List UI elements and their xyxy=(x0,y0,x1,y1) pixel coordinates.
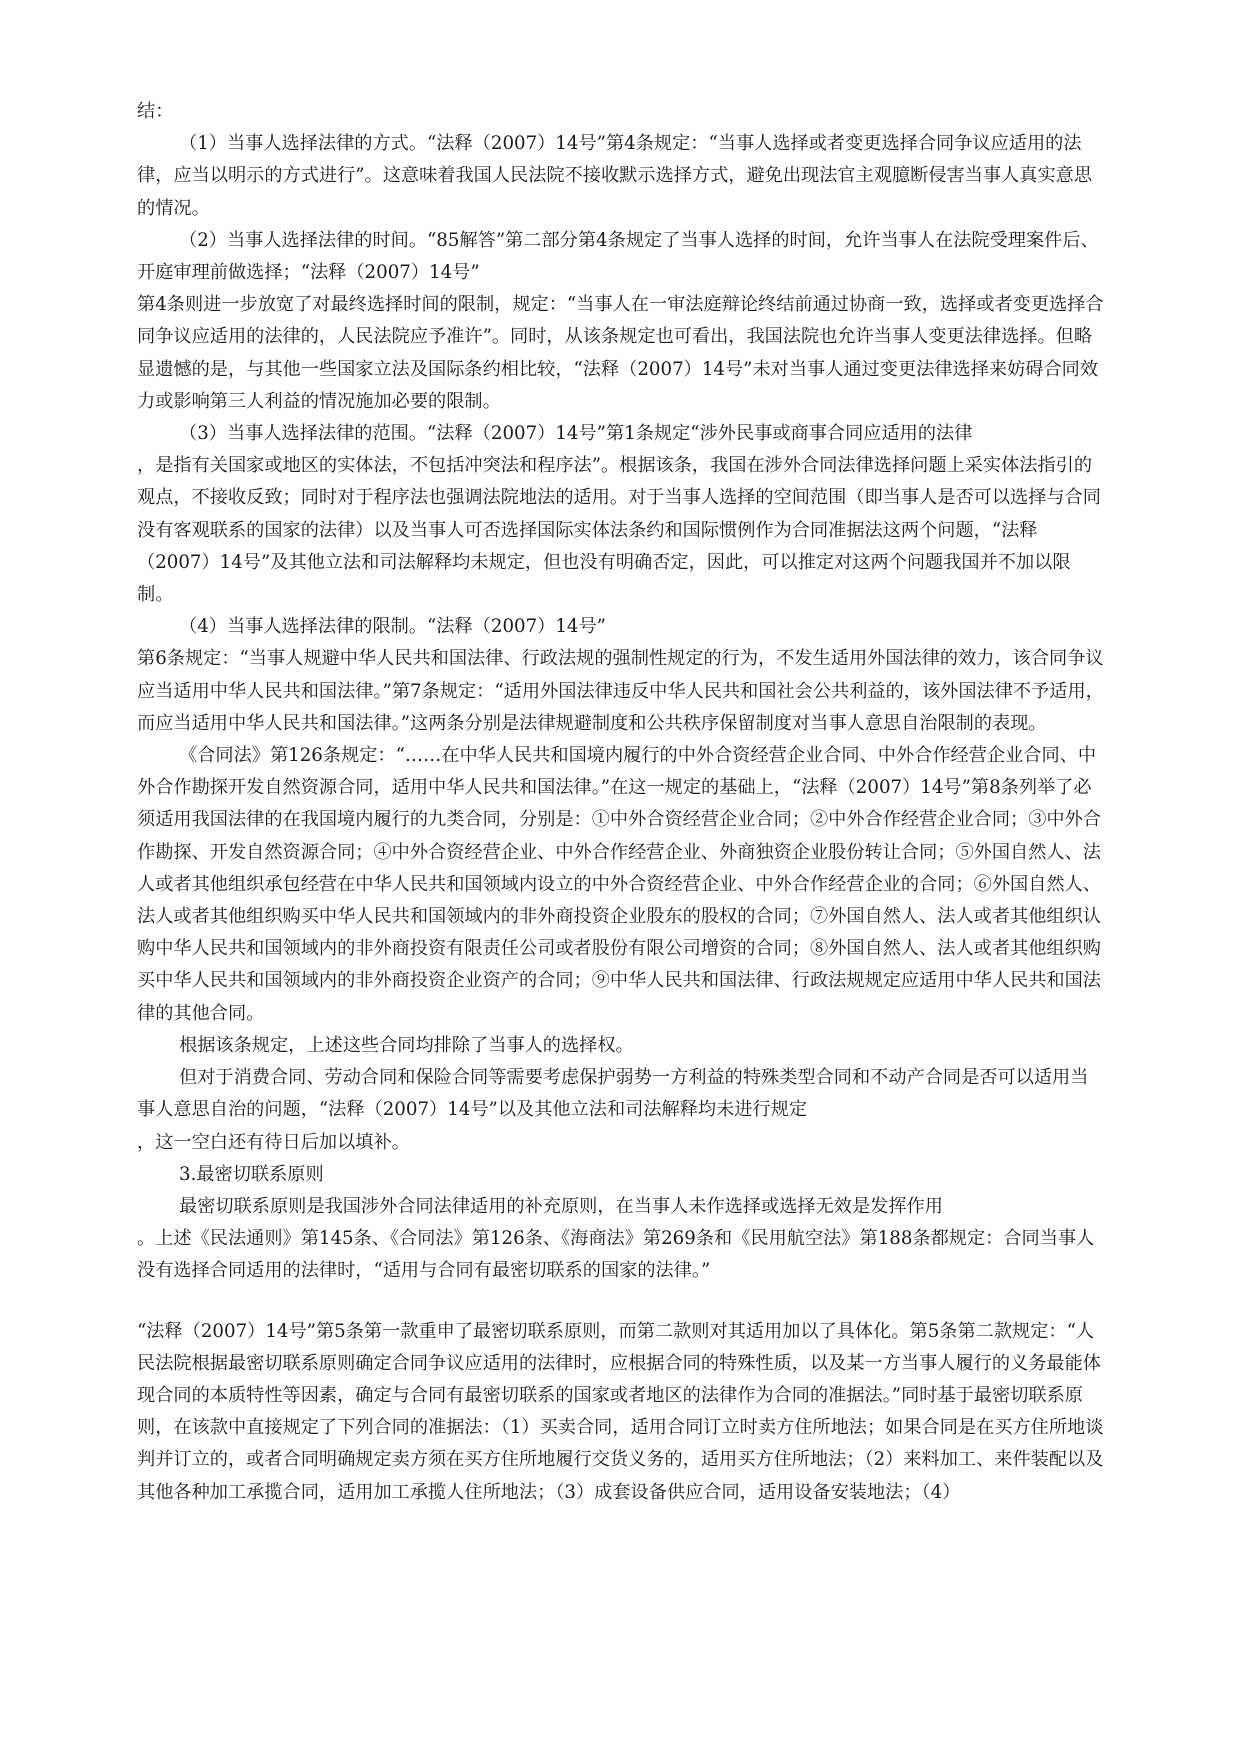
paragraph: （3）当事人选择法律的范围。“法释（2007）14号”第1条规定“涉外民事或商事合同应适用的法律 ，是指有关国家或地区的实体法，不包括冲突法和程序法”。根据该条，我国在涉外合同法律选择问题上采实体法指引的观点，不接收反致；同时对于程序法也强调法院地法的适用。对于当事人选择的空间范围（即当事人是否可以选择与合同没有客观联系的国家的法律）以及当事人可否选择国际实体法条约和国际惯例作为合同准据法这两个问题，“法释（2007）14号”及其他立法和司法解释均未规定，但也没有明确否定，因此，可以推定对这两个问题我国并不加以限制。 xyxy=(137,423,1101,606)
paragraph: “法释（2007）14号”第5条第一款重申了最密切联系原则，而第二款则对其适用加以了具体化。第5条第二款规定：“人民法院根据最密切联系原则确定合同争议应适用的法律时，应根据合同的特殊性质，以及某一方当事人履行的义务最能体现合同的本质特性等因素，确定与合同有最密切联系的国家或者地区的法律作为合同的准据法。”同时基于最密切联系原则，在该款中直接规定了下列合同的准据法：（1）买卖合同，适用合同订立时卖方住所地法；如果合同是在买方住所地谈判并订立的，或者合同明确规定卖方须在买方住所地履行交货义务的，适用买方住所地法；（2）来料加工、来件装配以及其他各种加工承揽合同，适用加工承揽人住所地法；（3）成套设备供应合同，适用设备安装地法；（4） xyxy=(137,1320,1104,1503)
paragraph: 结： xyxy=(137,101,174,122)
paragraph: 但对于消费合同、劳动合同和保险合同等需要考虑保护弱势一方利益的特殊类型合同和不动产合同是否可以适用当事人意思自治的问题，“法释（2007）14号”以及其他立法和司法解释均未进行规定 ，这一空白还有待日后加以填补。 xyxy=(137,1067,1089,1153)
paragraph: （4）当事人选择法律的限制。“法释（2007）14号” 第6条规定：“当事人规避中华人民共和国法律、行政法规的强制性规定的行为，不发生适用外国法律的效力，该合同争议应当适用中华人民共和国法律。”第7条规定：“适用外国法律违反中华人民共和国社会公共利益的，该外国法律不予适用，而应当适用中华人民共和国法律。”这两条分别是法律规避制度和公共秩序保留制度对当事人意思自治限制的表现。 xyxy=(137,616,1104,734)
paragraph: （1）当事人选择法律的方式。“法释（2007）14号”第4条规定：“当事人选择或者变更选择合同争议应适用的法律，应当以明示的方式进行”。这意味着我国人民法院不接收默示选择方式，避免出现法官主观臆断侵害当事人真实意思的情况。 xyxy=(137,133,1093,219)
paragraph: 最密切联系原则是我国涉外合同法律适用的补充原则，在当事人未作选择或选择无效是发挥作用 。上述《民法通则》第145条、《合同法》第126条、《海商法》第269条和《民用航空法》第188条都规定：合同当事人没有选择合同适用的法律时，“适用与合同有最密切联系的国家的法律。” xyxy=(137,1195,1095,1282)
paragraph: 根据该条规定，上述这些合同均排除了当事人的选择权。 xyxy=(179,1034,634,1056)
paragraph-gap xyxy=(137,1288,1105,1316)
paragraph: （2）当事人选择法律的时间。“85解答”第二部分第4条规定了当事人选择的时间，允许当事人在法院受理案件后、开庭审理前做选择；“法释（2007）14号” 第4条则进一步放宽了对最终选择时间的限制，规定：“当事人在一审法庭辩论终结前通过协商一致，选择或者变更选择合同争议应适用的法律的，人民法院应予准许”。同时，从该条规定也可看出，我国法院也允许当事人变更法律选择。但略显遗憾的是，与其他一些国家立法及国际条约相比较，“法释（2007）14号”未对当事人通过变更法律选择来妨碍合同效力或影响第三人利益的情况施加必要的限制。 xyxy=(137,229,1104,412)
document-body xyxy=(137,96,1105,1509)
paragraph: 《合同法》第126条规定：“……在中华人民共和国境内履行的中外合资经营企业合同、中外合作经营企业合同、中外合作勘探开发自然资源合同，适用中华人民共和国法律。”在这一规定的基础上，“法释（2007）14号”第8条列举了必须适用我国法律的在我国境内履行的九类合同，分别是：①中外合资经营企业合同；②中外合作经营企业合同；③中外合作勘探、开发自然资源合同；④中外合资经营企业、中外合作经营企业、外商独资企业股份转让合同；⑤外国自然人、法人或者其他组织承包经营在中华人民共和国领域内设立的中外合资经营企业、中外合作经营企业的合同；⑥外国自然人、法人或者其他组织购买中华人民共和国领域内的非外商投资企业股东的股权的合同；⑦外国自然人、法人或者其他组织认购中华人民共和国领域内的非外商投资有限责任公司或者股份有限公司增资的合同；⑧外国自然人、法人或者其他组织购买中华人民共和国领域内的非外商投资企业资产的合同；⑨中华人民共和国法律、行政法规规定应适用中华人民共和国法律的其他合同。 xyxy=(137,745,1101,1024)
section-heading: 3.最密切联系原则 xyxy=(179,1163,324,1185)
